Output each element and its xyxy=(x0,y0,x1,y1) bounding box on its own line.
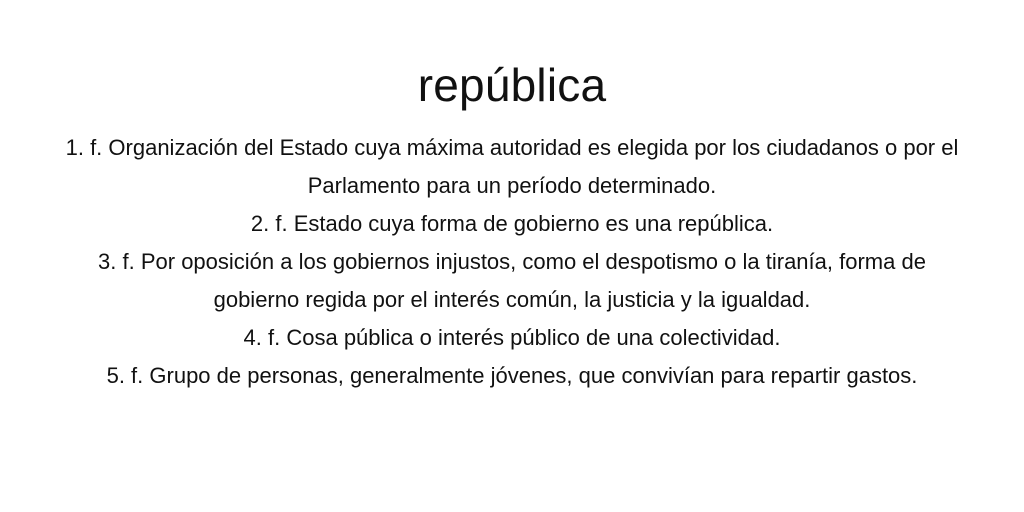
definition-1: 1. f. Organización del Estado cuya máxima autoridad es elegida por los ciudadanos o por el Parlamento para un período determinado. xyxy=(65,135,959,198)
definition-3: 3. f. Por oposición a los gobiernos injustos, como el despotismo o la tiranía, forma de gobierno regida por el interés común, la justicia y la igualdad. xyxy=(98,249,926,312)
entry-title: república xyxy=(417,59,607,111)
definition-4: 4. f. Cosa pública o interés público de una colectividad. xyxy=(243,325,781,350)
definitions-list xyxy=(62,129,962,395)
definition-5: 5. f. Grupo de personas, generalmente jóvenes, que convivían para repartir gastos. xyxy=(106,363,918,388)
definition-2: 2. f. Estado cuya forma de gobierno es una república. xyxy=(250,211,774,236)
